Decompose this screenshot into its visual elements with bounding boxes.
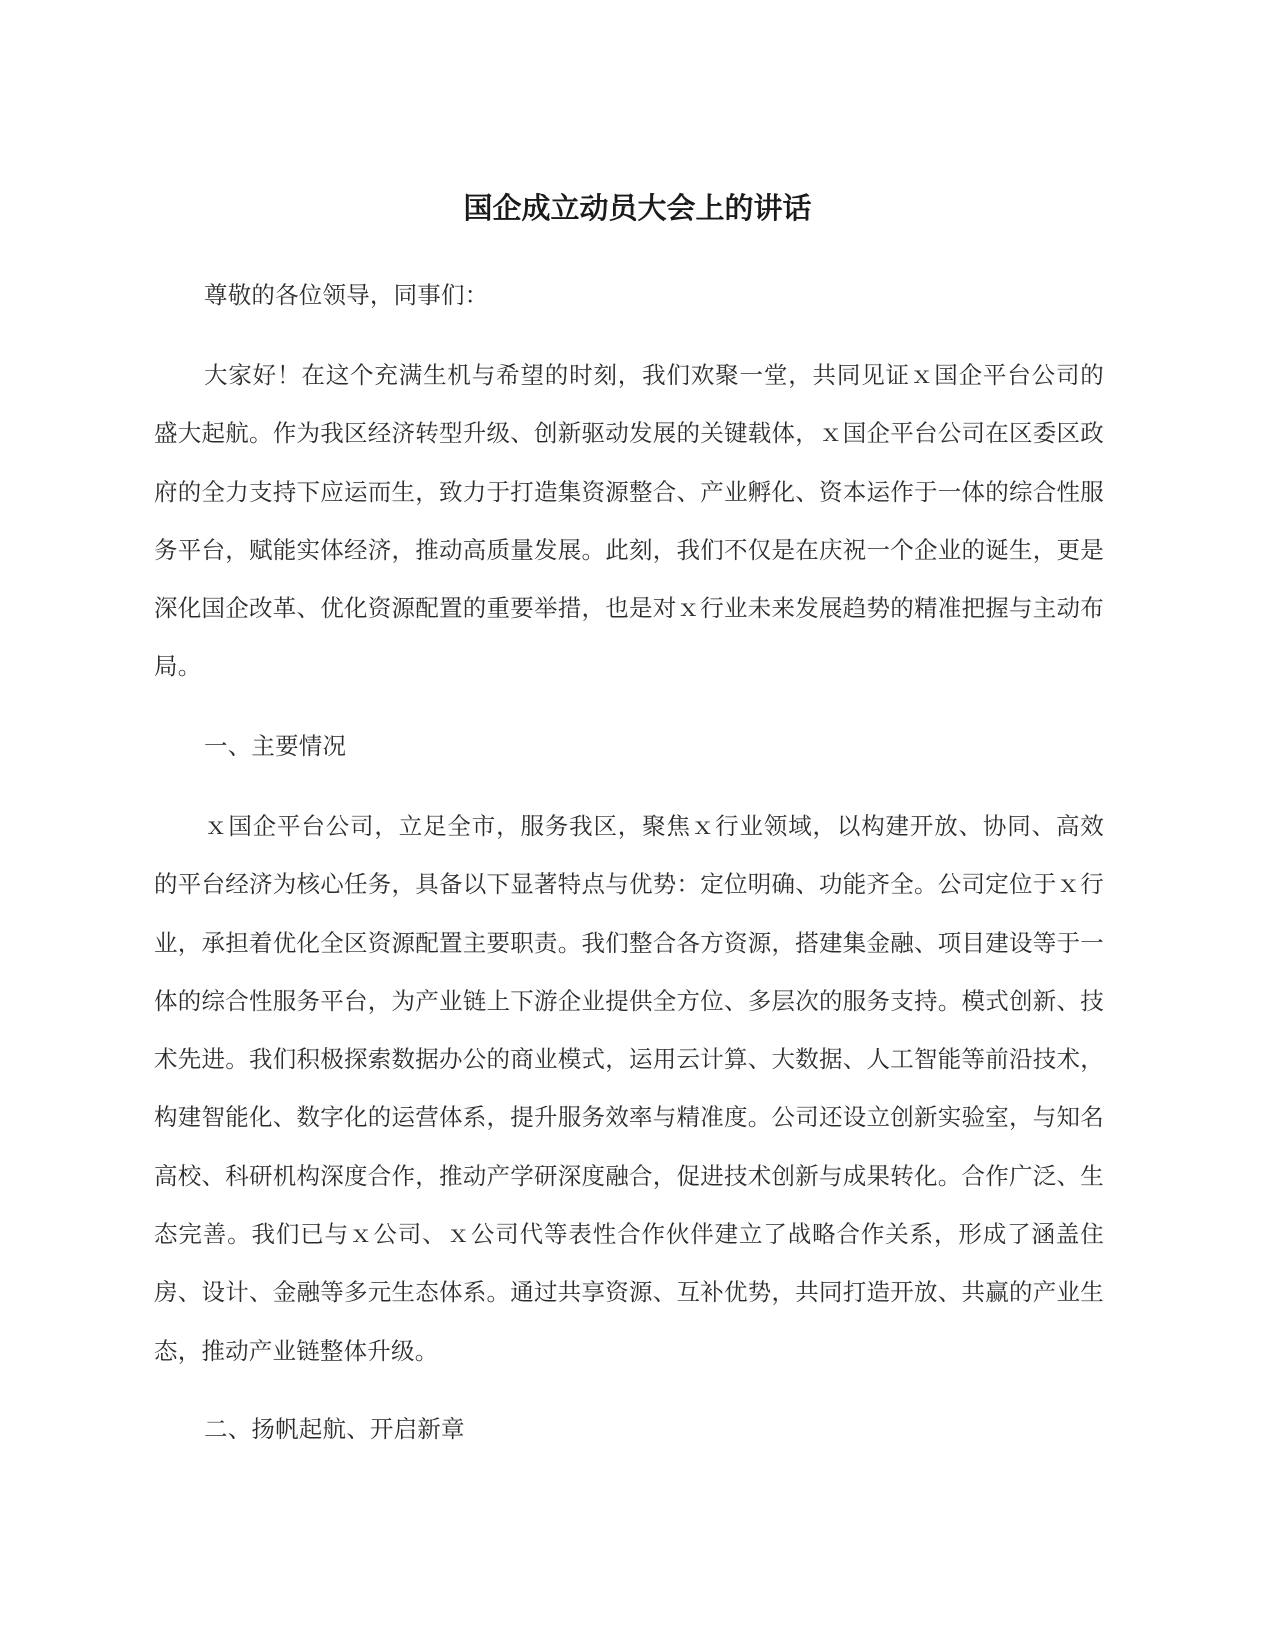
document-title: 国企成立动员大会上的讲话 [463,191,812,225]
section-heading-set-sail: 二、扬帆起航、开启新章 [204,1415,465,1443]
salutation-paragraph: 尊敬的各位领导，同事们： [204,281,489,309]
section-heading-main-situation: 一、主要情况 [204,732,347,760]
section-body-main-situation: ｘ国企平台公司，立足全市，服务我区，聚焦ｘ行业领域，以构建开放、协同、高效的平台经济为核心任务，具备以下显著特点与优势：定位明确、功能齐全。公司定位于ｘ行业，承担着优化全区资源配置主要职责。我们整合各方资源，搭建集金融、项目建设等于一体的综合性服务平台，为产业链上下游企业提供全方位、多层次的服务支持。模式创新、技术先进。我们积极探索数据办公的商业模式，运用云计算、大数据、人工智能等前沿技术，构建智能化、数字化的运营体系，提升服务效率与精准度。公司还设立创新实验室，与知名高校、科研机构深度合作，推动产学研深度融合，促进技术创新与成果转化。合作广泛、生态完善。我们已与ｘ公司、ｘ公司代等表性合作伙伴建立了战略合作关系，形成了涵盖住房、设计、金融等多元生态体系。通过共享资源、互补优势，共同打造开放、共赢的产业生态，推动产业链整体升级。 [154,812,1104,1365]
intro-paragraph: 大家好！在这个充满生机与希望的时刻，我们欢聚一堂，共同见证ｘ国企平台公司的盛大起航。作为我区经济转型升级、创新驱动发展的关键载体，ｘ国企平台公司在区委区政府的全力支持下应运而生，致力于打造集资源整合、产业孵化、资本运作于一体的综合性服务平台，赋能实体经济，推动高质量发展。此刻，我们不仅是在庆祝一个企业的诞生，更是深化国企改革、优化资源配置的重要举措，也是对ｘ行业未来发展趋势的精准把握与主动布局。 [154,361,1104,681]
